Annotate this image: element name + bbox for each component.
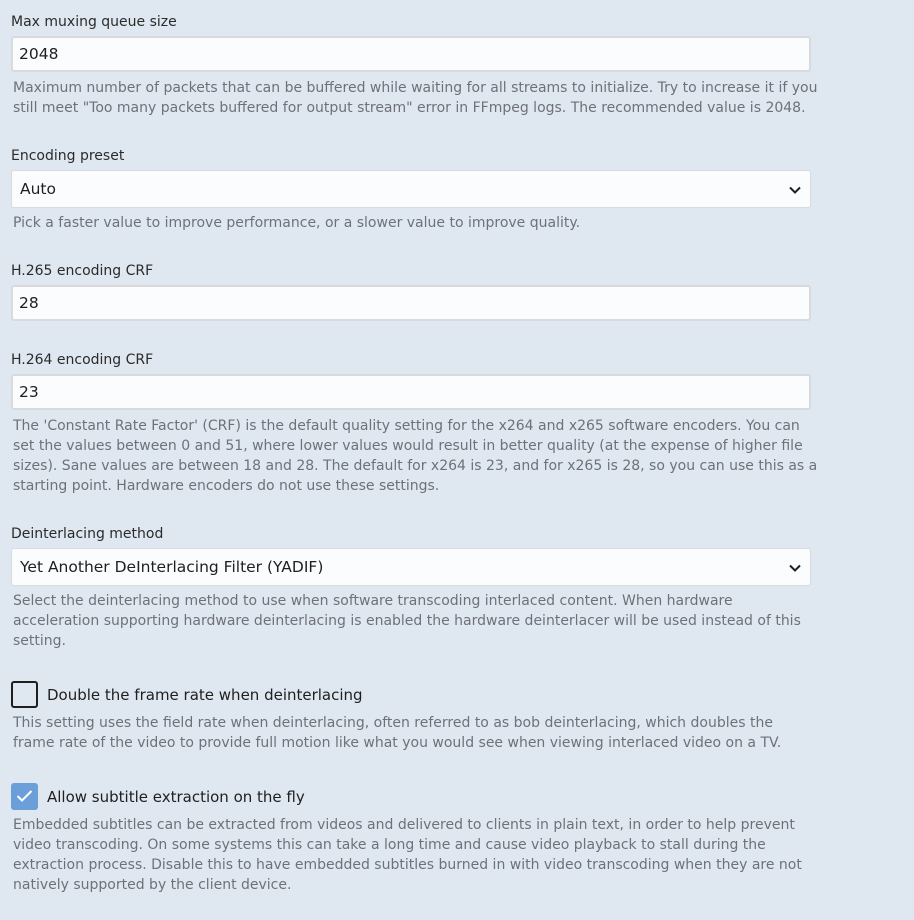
crf-description: The 'Constant Rate Factor' (CRF) is the default quality setting for the x264 and x265 software encoders. You can set the values between 0 and 51, where lower values would result in better quality (at the expense of higher file sizes). Sane values are between 18 and 28. The default for x264 is 23, and for x265 is 28, so you can use this as a starting point. Hardware encoders do not use these settings. [13,418,818,494]
h265-crf-input[interactable]: 28 [11,285,811,321]
subtitle-extraction-description: Embedded subtitles can be extracted from videos and delivered to clients in plain text, in order to help prevent video transcoding. On some systems this can take a long time and cause video playback to stall during the extraction process. Disable this to have embedded subtitles burned in with video transcoding when they are not natively supported by the client device. [13,817,802,893]
check-icon [16,789,33,803]
chevron-down-icon [788,183,802,197]
deinterlacing-description: Select the deinterlacing method to use when software transcoding interlaced content. When hardware acceleration supporting hardware deinterlacing is enabled the hardware deinterlacer will be used instead of this setting. [13,593,801,649]
subtitle-extraction-label[interactable]: Allow subtitle extraction on the fly [47,788,305,806]
chevron-down-icon [788,561,802,575]
deinterlacing-label: Deinterlacing method [11,526,164,542]
double-frame-rate-label[interactable]: Double the frame rate when deinterlacing [47,686,363,704]
encoding-preset-label: Encoding preset [11,148,125,164]
double-frame-rate-description: This setting uses the field rate when deinterlacing, often referred to as bob deinterlacing, which doubles the frame rate of the video to provide full motion like what you would see when viewing interlaced video on a TV. [13,715,782,751]
subtitle-extraction-checkbox[interactable] [11,783,38,810]
encoding-preset-select[interactable] [11,170,811,208]
h264-crf-input[interactable]: 23 [11,374,811,410]
max-muxing-label: Max muxing queue size [11,14,177,30]
deinterlacing-value: Yet Another DeInterlacing Filter (YADIF) [20,558,324,576]
encoding-preset-description: Pick a faster value to improve performance, or a slower value to improve quality. [13,215,581,231]
deinterlacing-select[interactable] [11,548,811,586]
h264-crf-label: H.264 encoding CRF [11,352,154,368]
h265-crf-label: H.265 encoding CRF [11,263,154,279]
max-muxing-input[interactable]: 2048 [11,36,811,72]
max-muxing-description: Maximum number of packets that can be buffered while waiting for all streams to initialize. Try to increase it if you still meet "Too many packets buffered for output stream" error in FFmpeg logs. The recommended value is 2048. [13,80,818,116]
double-frame-rate-checkbox[interactable] [11,681,38,708]
encoding-preset-value: Auto [20,180,56,198]
